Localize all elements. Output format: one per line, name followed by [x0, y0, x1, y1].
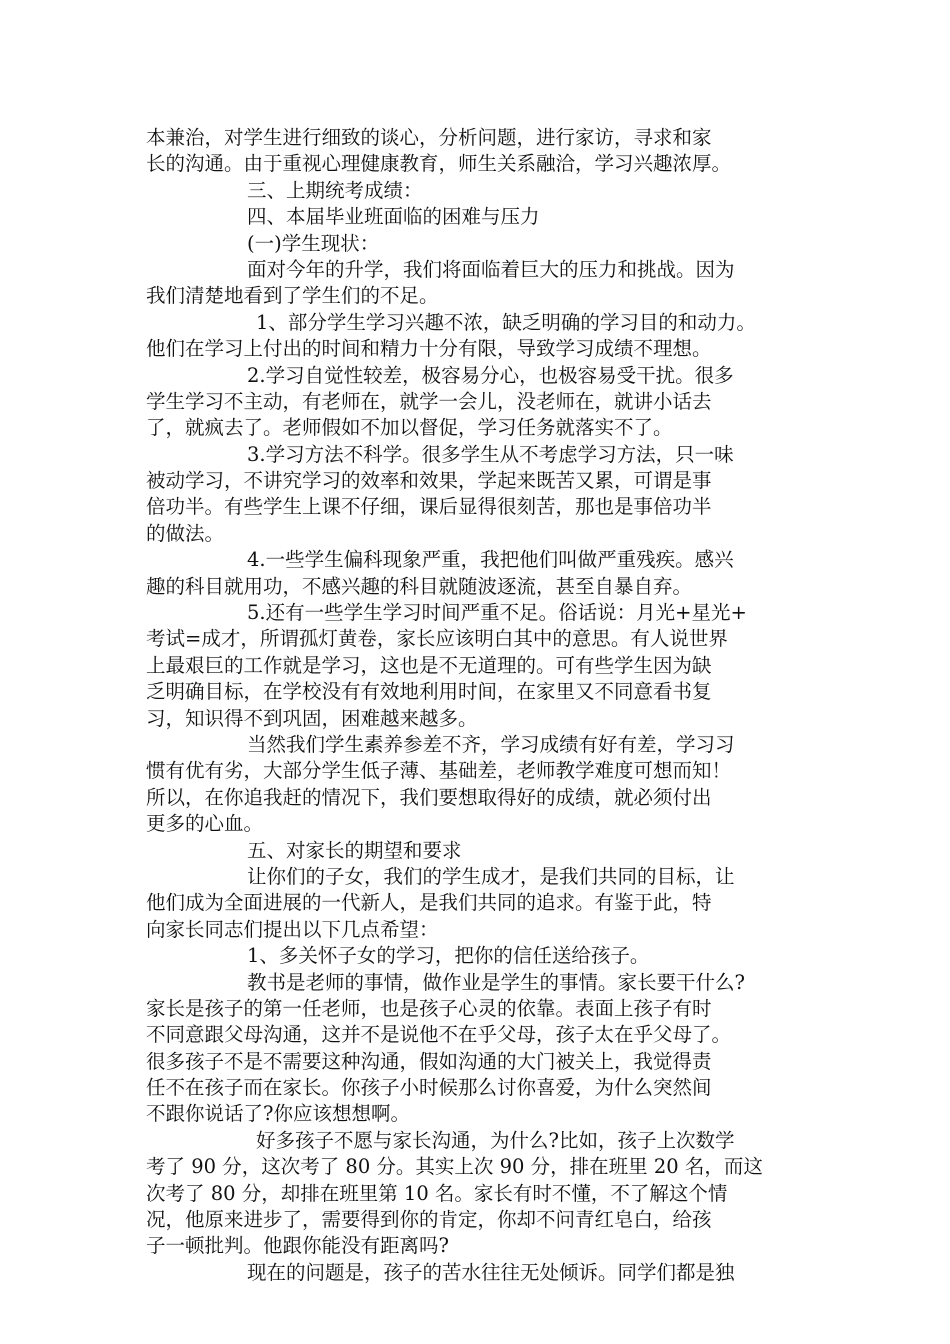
text-line: 长的沟通。由于重视心理健康教育，师生关系融洽，学习兴趣浓厚。 — [146, 152, 732, 176]
text-line: 不跟你说话了?你应该想想啊。 — [146, 1102, 410, 1126]
text-line: 三、上期统考成绩： — [247, 178, 423, 202]
text-line: 被动学习，不讲究学习的效率和效果，学起来既苦又累，可谓是事 — [146, 469, 712, 493]
text-line: 当然我们学生素养参差不齐，学习成绩有好有差，学习习 — [247, 732, 735, 756]
text-line: 惯有优有劣，大部分学生低子薄、基础差，老师教学难度可想而知！ — [146, 759, 732, 783]
text-line: 5.还有一些学生学习时间严重不足。俗话说：月光+星光+ — [247, 601, 747, 625]
text-line: 考了 90 分，这次考了 80 分。其实上次 90 分，排在班里 20 名，而这 — [146, 1155, 763, 1179]
text-line: 子一顿批判。他跟你能没有距离吗? — [146, 1234, 449, 1258]
text-line: 倍功半。有些学生上课不仔细，课后显得很刻苦，那也是事倍功半 — [146, 495, 712, 519]
text-line: 我们清楚地看到了学生们的不足。 — [146, 284, 439, 308]
text-line: 四、本届毕业班面临的困难与压力 — [247, 205, 540, 229]
text-line: 向家长同志们提出以下几点希望： — [146, 917, 439, 941]
text-line: 1、多关怀子女的学习，把你的信任送给孩子。 — [247, 944, 650, 968]
text-line: 让你们的子女，我们的学生成才，是我们共同的目标，让 — [247, 864, 735, 888]
text-line: 学生学习不主动，有老师在，就学一会儿，没老师在，就讲小话去 — [146, 389, 712, 413]
text-line: 不同意跟父母沟通，这并不是说他不在乎父母，孩子太在乎父母了。 — [146, 1023, 732, 1047]
text-line: 3.学习方法不科学。很多学生从不考虑学习方法，只一味 — [247, 442, 734, 466]
text-line: 面对今年的升学，我们将面临着巨大的压力和挑战。因为 — [247, 257, 735, 281]
text-line: 2.学习自觉性较差，极容易分心，也极容易受干扰。很多 — [247, 363, 734, 387]
text-line: 了，就疯去了。老师假如不加以督促，学习任务就落实不了。 — [146, 416, 673, 440]
text-line: 的做法。 — [146, 521, 225, 545]
text-line: 他们在学习上付出的时间和精力十分有限，导致学习成绩不理想。 — [146, 337, 712, 361]
text-line: 现在的问题是，孩子的苦水往往无处倾诉。同学们都是独 — [247, 1260, 735, 1284]
text-line: 况，他原来进步了，需要得到你的肯定，你却不问青红皂白，给孩 — [146, 1208, 712, 1232]
text-line: 他们成为全面进展的一代新人，是我们共同的追求。有鉴于此，特 — [146, 891, 712, 915]
text-line: 上最艰巨的工作就是学习，这也是不无道理的。可有些学生因为缺 — [146, 653, 712, 677]
text-line: 1、部分学生学习兴趣不浓，缺乏明确的学习目的和动力。 — [256, 310, 756, 334]
text-line: 乏明确目标，在学校没有有效地利用时间，在家里又不同意看书复 — [146, 680, 712, 704]
text-line: 本兼治，对学生进行细致的谈心，分析问题，进行家访，寻求和家 — [146, 126, 712, 149]
text-line: 家长是孩子的第一任老师，也是孩子心灵的依靠。表面上孩子有时 — [146, 996, 712, 1020]
text-line: 很多孩子不是不需要这种沟通，假如沟通的大门被关上，我觉得责 — [146, 1049, 712, 1073]
text-line: (一)学生现状： — [247, 231, 380, 255]
text-line: 好多孩子不愿与家长沟通，为什么?比如，孩子上次数学 — [256, 1128, 735, 1152]
text-line: 教书是老师的事情，做作业是学生的事情。家长要干什么? — [247, 970, 745, 994]
text-line: 任不在孩子而在家长。你孩子小时候那么讨你喜爱，为什么突然间 — [146, 1076, 712, 1100]
text-line: 趣的科目就用功，不感兴趣的科目就随波逐流，甚至自暴自弃。 — [146, 574, 693, 598]
text-line: 所以，在你追我赶的情况下，我们要想取得好的成绩，就必须付出 — [146, 785, 712, 809]
text-line: 更多的心血。 — [146, 812, 264, 836]
text-line: 4.一些学生偏科现象严重，我把他们叫做严重残疾。感兴 — [247, 548, 734, 572]
document-body — [146, 125, 826, 1286]
text-line: 考试=成才，所谓孤灯黄卷，家长应该明白其中的意思。有人说世界 — [146, 627, 728, 651]
text-line: 五、对家长的期望和要求 — [247, 838, 462, 862]
text-line: 次考了 80 分，却排在班里第 10 名。家长有时不懂，不了解这个情 — [146, 1181, 728, 1205]
text-line: 习，知识得不到巩固，困难越来越多。 — [146, 706, 478, 730]
